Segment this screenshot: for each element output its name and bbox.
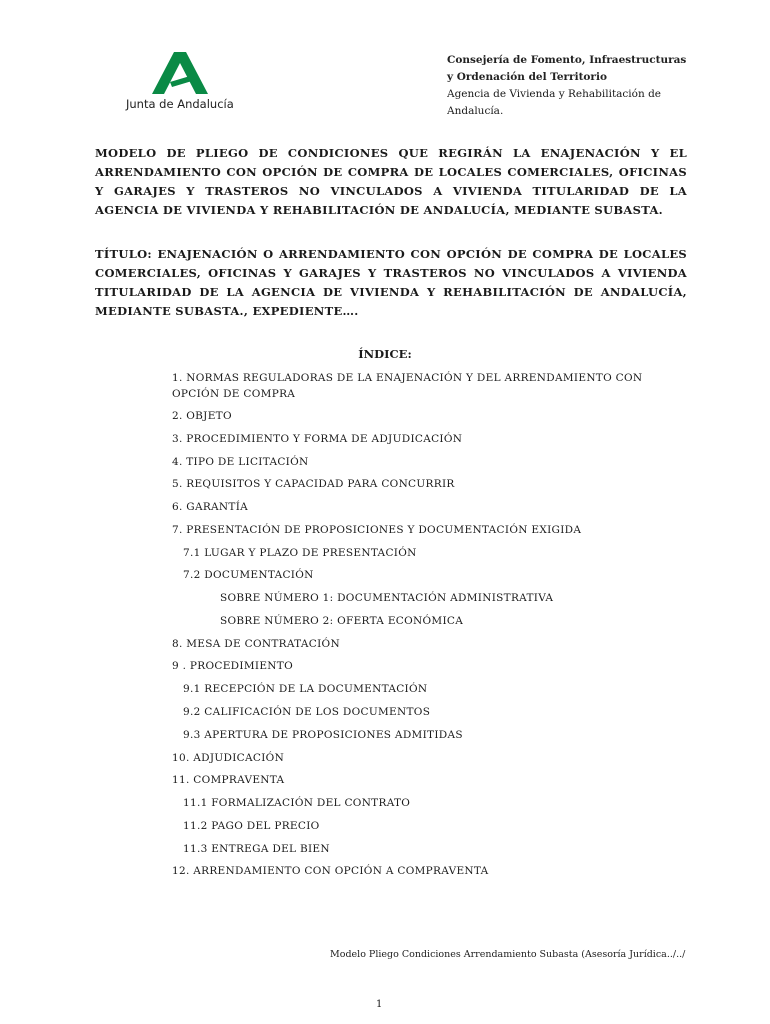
toc-item: SOBRE NÚMERO 2: OFERTA ECONÓMICA	[220, 615, 464, 627]
index-title: ÍNDICE:	[358, 347, 412, 361]
toc-item: 2. OBJETO	[172, 410, 232, 422]
toc-item: 9.2 CALIFICACIÓN DE LOS DOCUMENTOS	[183, 706, 431, 718]
logo-text: Junta de Andalucía	[126, 97, 234, 111]
toc-item: 9.3 APERTURA DE PROPOSICIONES ADMITIDAS	[183, 729, 463, 741]
toc-item: 7.1 LUGAR Y PLAZO DE PRESENTACIÓN	[183, 547, 417, 559]
department-line-1: Consejería de Fomento, Infraestructuras	[447, 54, 687, 66]
junta-logo-icon	[150, 50, 210, 95]
toc-item: 11. COMPRAVENTA	[172, 774, 285, 786]
toc-item: 7. PRESENTACIÓN DE PROPOSICIONES Y DOCUMENTACIÓN EXIGIDA	[172, 524, 582, 536]
toc-item: 1. NORMAS REGULADORAS DE LA ENAJENACIÓN Y DEL ARRENDAMIENTO CON OPCIÓN DE COMPRA	[172, 372, 643, 400]
toc-item: 4. TIPO DE LICITACIÓN	[172, 456, 309, 468]
toc-item: 11.3 ENTREGA DEL BIEN	[183, 843, 330, 855]
document-subtitle: TÍTULO: ENAJENACIÓN O ARRENDAMIENTO CON OPCIÓN DE COMPRA DE LOCALES COMERCIALES, OFICINAS Y GARAJES Y TRASTEROS NO VINCULADOS A VIVIENDA TITULARIDAD DE LA AGENCIA DE VIVIENDA Y REHABILITACIÓN DE ANDALUCÍA, MEDIANTE SUBASTA., EXPEDIENTE….	[95, 247, 687, 318]
toc-item: 9 . PROCEDIMIENTO	[172, 660, 293, 672]
toc-item: 8. MESA DE CONTRATACIÓN	[172, 638, 340, 650]
toc-item: 12. ARRENDAMIENTO CON OPCIÓN A COMPRAVENTA	[172, 865, 489, 877]
toc-item: 5. REQUISITOS Y CAPACIDAD PARA CONCURRIR	[172, 478, 455, 490]
toc-item: 3. PROCEDIMIENTO Y FORMA DE ADJUDICACIÓN	[172, 433, 463, 445]
toc-item: 11.1 FORMALIZACIÓN DEL CONTRATO	[183, 797, 411, 809]
agency-name-wrap	[447, 86, 687, 120]
toc-item: 7.2 DOCUMENTACIÓN	[183, 569, 314, 581]
junta-logo	[118, 50, 248, 116]
toc-item: 9.1 RECEPCIÓN DE LA DOCUMENTACIÓN	[183, 683, 428, 695]
department-line-2: y Ordenación del Territorio	[447, 71, 607, 83]
toc-item: 11.2 PAGO DEL PRECIO	[183, 820, 320, 832]
page-number: 1	[376, 999, 383, 1010]
toc-item: 6. GARANTÍA	[172, 501, 249, 513]
page-footer: Modelo Pliego Condiciones Arrendamiento Subasta (Asesoría Jurídica../../	[330, 949, 686, 960]
toc-item: SOBRE NÚMERO 1: DOCUMENTACIÓN ADMINISTRATIVA	[220, 592, 554, 604]
document-title: MODELO DE PLIEGO DE CONDICIONES QUE REGIRÁN LA ENAJENACIÓN Y EL ARRENDAMIENTO CON OPCIÓN DE COMPRA DE LOCALES COMERCIALES, OFICINAS Y GARAJES Y TRASTEROS NO VINCULADOS A VIVIENDA TITULARIDAD DE LA AGENCIA DE VIVIENDA Y REHABILITACIÓN DE ANDALUCÍA, MEDIANTE SUBASTA.	[95, 146, 687, 217]
agency-name: Agencia de Vivienda y Rehabilitación de Andalucía.	[447, 88, 662, 117]
toc-item: 10. ADJUDICACIÓN	[172, 752, 285, 764]
header-department	[447, 52, 687, 120]
